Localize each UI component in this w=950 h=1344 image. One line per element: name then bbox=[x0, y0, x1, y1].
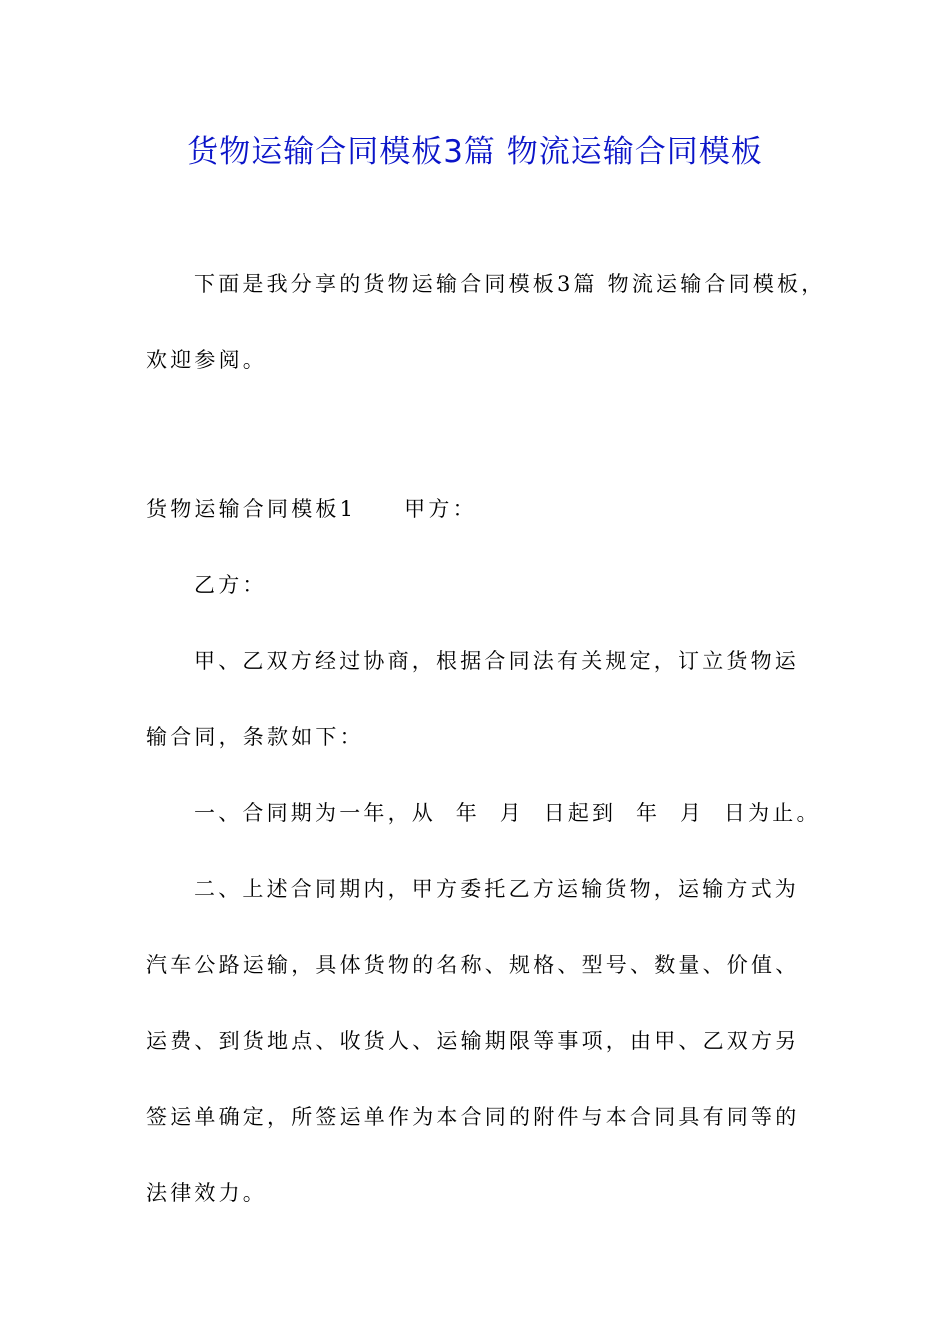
contract-body bbox=[146, 471, 821, 1231]
intro-paragraph bbox=[146, 246, 826, 398]
intro-line-1: 下面是我分享的货物运输合同模板3篇 物流运输合同模板， bbox=[194, 272, 826, 296]
party-b-label: 乙方： bbox=[194, 573, 267, 597]
clause-2-line-1: 二、上述合同期内，甲方委托乙方运输货物，运输方式为 bbox=[194, 877, 799, 901]
clause-2-line-4: 签运单确定，所签运单作为本合同的附件与本合同具有同等的 bbox=[146, 1105, 800, 1129]
clause-1: 一、合同期为一年，从 年 月 日起到 年 月 日为止。 bbox=[194, 801, 821, 825]
clause-2-line-2: 汽车公路运输，具体货物的名称、规格、型号、数量、价值、 bbox=[146, 953, 800, 977]
party-a-label: 甲方： bbox=[404, 497, 477, 521]
section-heading: 货物运输合同模板1 bbox=[146, 497, 357, 521]
section-heading-line bbox=[146, 471, 810, 547]
clause-2-line-3: 运费、到货地点、收货人、运输期限等事项，由甲、乙双方另 bbox=[146, 1029, 800, 1053]
intro-line-2: 欢迎参阅。 bbox=[146, 348, 267, 372]
clause-intro-line-2: 输合同，条款如下： bbox=[146, 725, 364, 749]
clause-2-line-5: 法律效力。 bbox=[146, 1181, 267, 1205]
document-title: 货物运输合同模板3篇 物流运输合同模板 bbox=[187, 134, 763, 170]
clause-intro-line-1: 甲、乙双方经过协商，根据合同法有关规定，订立货物运 bbox=[194, 649, 799, 673]
